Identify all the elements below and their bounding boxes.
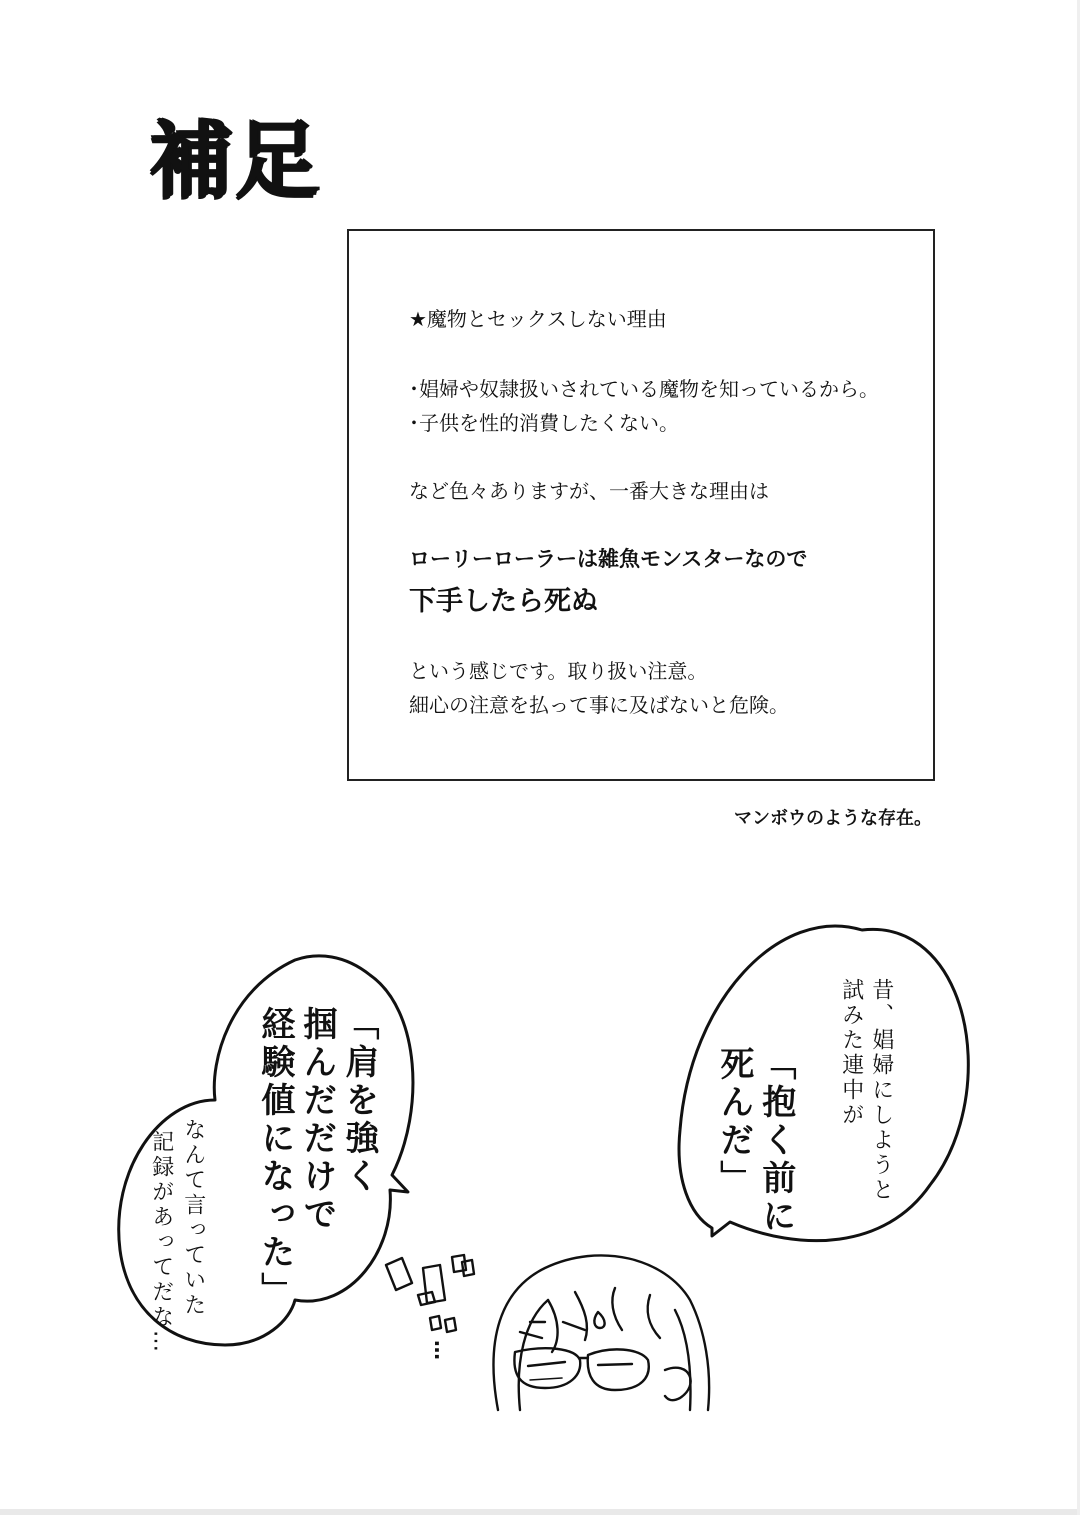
bubble-right-line-1: 昔、娼婦にしようと bbox=[868, 978, 894, 1203]
note-caption: マンボウのような存在。 bbox=[734, 808, 932, 829]
note-heading: ★魔物とセックスしない理由 bbox=[409, 307, 667, 331]
bubble-right-quote-1: 「抱く前に bbox=[755, 1046, 796, 1236]
bubble-left-quote-2: 掴んだだけで bbox=[296, 1006, 337, 1234]
character-ellipsis: … bbox=[430, 1340, 454, 1363]
character-drawing bbox=[386, 1255, 709, 1410]
note-main-reason-2: 下手したら死ぬ bbox=[409, 586, 598, 617]
note-closing-1: という感じです。取り扱い注意。 bbox=[409, 659, 708, 683]
page-title: 補足 bbox=[148, 111, 321, 209]
bubble-left-quote-1: 「肩を強く bbox=[338, 1006, 379, 1196]
bubble-right-quote-2: 死んだ」 bbox=[713, 1046, 754, 1198]
bubble-left-line-2: 記録があってだな… bbox=[148, 1130, 174, 1355]
note-lead: など色々ありますが、一番大きな理由は bbox=[409, 479, 769, 503]
bubble-left-line-1: なんて言っていた bbox=[180, 1118, 206, 1318]
note-reason-2: ･子供を性的消費したくない。 bbox=[409, 411, 679, 435]
note-reason-1: ･娼婦や奴隷扱いされている魔物を知っているから。 bbox=[409, 377, 879, 401]
bubble-left-quote-3: 経験値になった」 bbox=[254, 1006, 295, 1310]
note-main-reason-1: ローリーローラーは雑魚モンスターなので bbox=[409, 547, 808, 571]
note-closing-2: 細心の注意を払って事に及ばないと危険。 bbox=[409, 693, 789, 717]
bubble-right-line-2: 試みた連中が bbox=[838, 978, 864, 1128]
